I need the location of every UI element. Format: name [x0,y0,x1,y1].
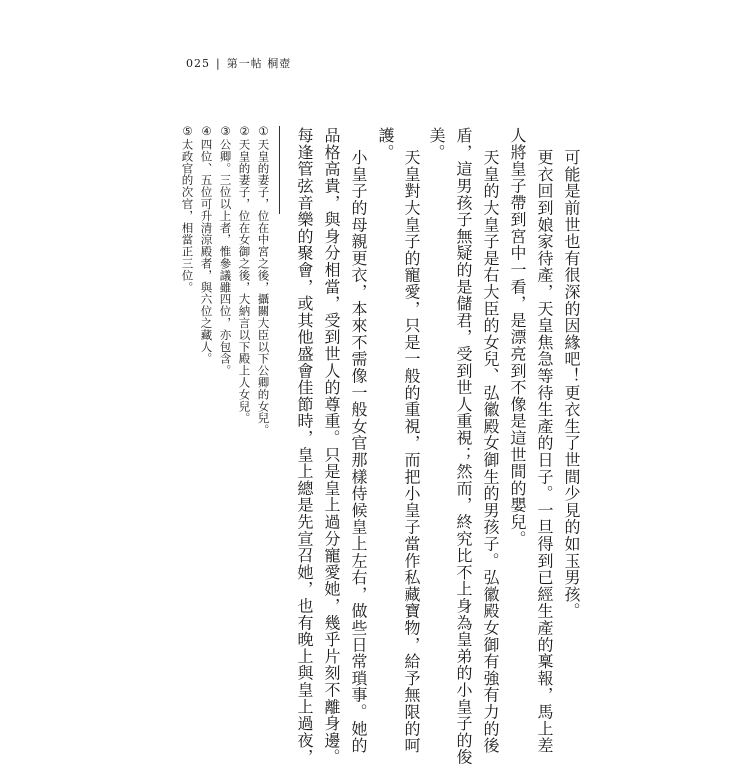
chapter-title: 桐壺 [267,57,292,70]
body-column-1: 可能是前世也有很深的因緣吧！更衣生了世間少見的如玉男孩。 [562,149,581,620]
body-column-4: 天皇的大皇子是右大臣的女兒、弘徽殿女御生的男孩子。弘徽殿女御有強有力的後 [481,149,500,754]
footnote-5 [181,124,193,293]
footnote-text: 公卿。三位以上者，惟參議雖四位，亦包含。 [218,138,233,377]
footnote-text: 天皇的妻子，位在女御之後，大納言以下殿上人女兒。 [237,138,252,425]
page-number: 025 [186,57,210,70]
body-column-11: 每逢管弦音樂的聚會，或其他盛會佳節時，皇上總是先宣召她，也有晚上與皇上過夜， [295,127,314,765]
header-separator: | [216,57,221,70]
footnote-text: 天皇的妻子，位在中宮之後，攝關大臣以下公卿的女兒。 [256,138,271,436]
body-column-3: 人將皇子帶到宮中一看，是漂亮到不像是這世間的嬰兒。 [508,127,527,547]
running-header [186,55,291,71]
footnote-separator [279,126,280,214]
footnote-marker: ④ [199,124,214,139]
footnote-4 [200,124,212,365]
body-column-9: 小皇子的母親更衣，本來不需像一般女官那樣侍候皇上左右，做些日常瑣事。她的 [349,149,368,754]
footnote-1 [257,124,269,436]
body-column-8: 護。 [376,127,395,161]
footnote-marker: ① [256,124,271,139]
body-column-2: 更衣回到娘家待產，天皇焦急等待生產的日子。一旦得到已經生產的稟報，馬上差 [535,149,554,754]
chapter-label: 第一帖 [226,57,263,70]
footnote-text: 四位、五位可升清涼殿者，與六位之藏人。 [199,138,214,365]
body-column-6: 美。 [427,127,446,161]
body-column-7: 天皇對大皇子的寵愛，只是一般的重視，而把小皇子當作私藏寶物，給予無限的呵 [402,149,421,754]
body-column-5: 盾，這男孩子無疑的是儲君，受到世人重視；然而，終究比不上身為皇弟的小皇子的俊 [454,127,473,765]
footnote-3 [219,124,231,376]
body-column-10: 品格高貴，與身分相當，受到世人的尊重。只是皇上過分寵愛她，幾乎片刻不離身邊。 [322,127,341,765]
footnote-marker: ② [237,124,252,139]
footnote-2 [238,124,250,424]
footnote-marker: ⑤ [180,124,195,139]
footnote-marker: ③ [218,124,233,139]
footnote-text: 太政官的次官，相當正三位。 [180,138,195,294]
